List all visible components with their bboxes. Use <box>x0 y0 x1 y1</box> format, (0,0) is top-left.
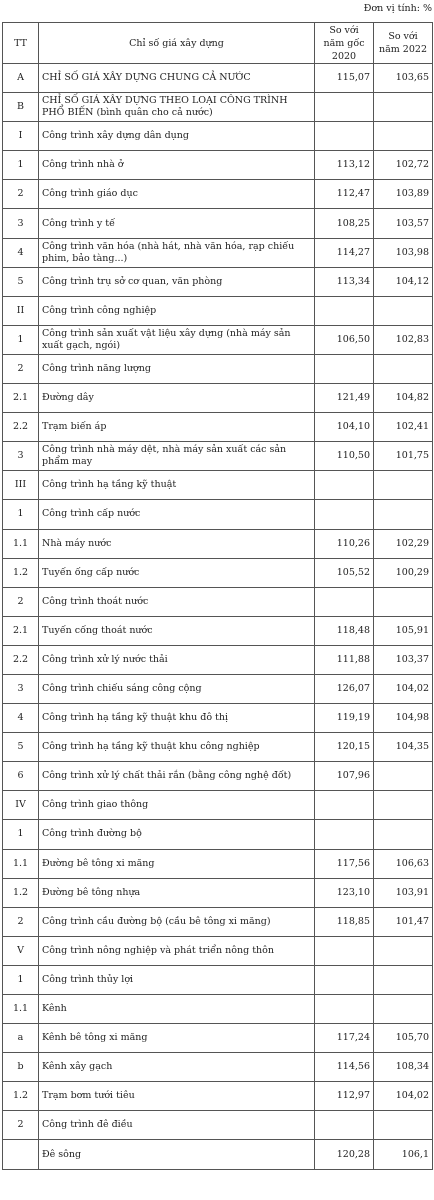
row-tt <box>3 1140 39 1169</box>
row-value-2020: 120,15 <box>315 733 374 762</box>
row-name: Đường bê tông xi măng <box>39 849 315 878</box>
row-name: Tuyến cống thoát nước <box>39 616 315 645</box>
row-tt: B <box>3 93 39 122</box>
row-tt: 2 <box>3 1111 39 1140</box>
row-name: Công trình trụ sở cơ quan, văn phòng <box>39 267 315 296</box>
row-tt: 4 <box>3 704 39 733</box>
row-name: Công trình xử lý nước thải <box>39 645 315 674</box>
row-value-2022 <box>374 965 433 994</box>
row-value-2022 <box>374 762 433 791</box>
row-name: Công trình công nghiệp <box>39 296 315 325</box>
row-name: Công trình hạ tầng kỹ thuật khu đô thị <box>39 704 315 733</box>
row-value-2020: 110,50 <box>315 442 374 471</box>
table-row <box>3 354 433 383</box>
row-tt: 6 <box>3 762 39 791</box>
row-tt: 5 <box>3 267 39 296</box>
row-tt: 1.1 <box>3 849 39 878</box>
row-value-2022: 104,02 <box>374 674 433 703</box>
row-name: Nhà máy nước <box>39 529 315 558</box>
row-name: Công trình đê điều <box>39 1111 315 1140</box>
row-name: Công trình hạ tầng kỹ thuật <box>39 471 315 500</box>
header-tt: TT <box>3 23 39 64</box>
row-value-2022: 103,98 <box>374 238 433 267</box>
table-row <box>3 529 433 558</box>
row-tt: 2 <box>3 587 39 616</box>
row-value-2022: 103,91 <box>374 878 433 907</box>
row-tt: b <box>3 1053 39 1082</box>
row-name: Công trình cấp nước <box>39 500 315 529</box>
row-value-2022: 102,29 <box>374 529 433 558</box>
table-row <box>3 704 433 733</box>
row-value-2022: 105,91 <box>374 616 433 645</box>
row-value-2022 <box>374 820 433 849</box>
row-value-2020: 107,96 <box>315 762 374 791</box>
row-value-2022: 100,29 <box>374 558 433 587</box>
row-name: Kênh xây gạch <box>39 1053 315 1082</box>
row-value-2020: 114,56 <box>315 1053 374 1082</box>
row-tt: 1 <box>3 965 39 994</box>
header-name: Chỉ số giá xây dựng <box>39 23 315 64</box>
row-value-2020: 113,34 <box>315 267 374 296</box>
row-value-2020: 123,10 <box>315 878 374 907</box>
row-name: CHỈ SỐ GIÁ XÂY DỰNG THEO LOẠI CÔNG TRÌNH PHỔ BIẾN (bình quân cho cả nước) <box>39 93 315 122</box>
row-tt: IV <box>3 791 39 820</box>
row-value-2022 <box>374 587 433 616</box>
price-index-table <box>2 22 433 1170</box>
row-value-2022: 104,98 <box>374 704 433 733</box>
row-tt: 2.2 <box>3 413 39 442</box>
row-value-2020: 114,27 <box>315 238 374 267</box>
row-name: Công trình đường bộ <box>39 820 315 849</box>
row-tt: 1 <box>3 151 39 180</box>
row-name: Công trình y tế <box>39 209 315 238</box>
row-value-2020: 112,97 <box>315 1082 374 1111</box>
row-name: Công trình nông nghiệp và phát triển nông thôn <box>39 936 315 965</box>
row-tt: 2 <box>3 354 39 383</box>
table-row <box>3 762 433 791</box>
row-tt: 4 <box>3 238 39 267</box>
row-value-2022: 104,02 <box>374 1082 433 1111</box>
table-row <box>3 616 433 645</box>
row-value-2022: 102,41 <box>374 413 433 442</box>
table-row <box>3 645 433 674</box>
row-value-2022 <box>374 791 433 820</box>
row-value-2022: 108,34 <box>374 1053 433 1082</box>
row-tt: 1.2 <box>3 558 39 587</box>
table-row <box>3 151 433 180</box>
table-row <box>3 936 433 965</box>
table-row <box>3 384 433 413</box>
table-row <box>3 791 433 820</box>
table-row <box>3 180 433 209</box>
row-value-2022 <box>374 995 433 1024</box>
row-name: Công trình hạ tầng kỹ thuật khu công nghiệp <box>39 733 315 762</box>
row-value-2020: 105,52 <box>315 558 374 587</box>
row-tt: 3 <box>3 674 39 703</box>
row-value-2022 <box>374 936 433 965</box>
row-value-2020 <box>315 587 374 616</box>
row-value-2020: 118,48 <box>315 616 374 645</box>
row-value-2020: 106,50 <box>315 325 374 354</box>
row-tt: a <box>3 1024 39 1053</box>
row-value-2020 <box>315 995 374 1024</box>
row-name: Đê sông <box>39 1140 315 1169</box>
row-value-2022: 101,47 <box>374 907 433 936</box>
table-row <box>3 674 433 703</box>
row-name: Công trình nhà máy dệt, nhà máy sản xuất các sản phẩm may <box>39 442 315 471</box>
row-tt: 2.1 <box>3 384 39 413</box>
row-value-2020: 108,25 <box>315 209 374 238</box>
row-name: Công trình giáo dục <box>39 180 315 209</box>
row-value-2020: 113,12 <box>315 151 374 180</box>
row-tt: 2 <box>3 907 39 936</box>
row-tt: V <box>3 936 39 965</box>
row-tt: III <box>3 471 39 500</box>
row-tt: 2 <box>3 180 39 209</box>
table-row <box>3 1140 433 1169</box>
row-value-2020 <box>315 122 374 151</box>
table-row <box>3 471 433 500</box>
table-row <box>3 296 433 325</box>
row-tt: 1 <box>3 820 39 849</box>
row-tt: 2.2 <box>3 645 39 674</box>
row-tt: 3 <box>3 442 39 471</box>
row-tt: 1.1 <box>3 529 39 558</box>
row-value-2020: 115,07 <box>315 64 374 93</box>
row-value-2022 <box>374 354 433 383</box>
table-row <box>3 820 433 849</box>
table-row <box>3 93 433 122</box>
row-tt: 2.1 <box>3 616 39 645</box>
table-row <box>3 267 433 296</box>
table-row <box>3 907 433 936</box>
table-row <box>3 413 433 442</box>
row-value-2020: 121,49 <box>315 384 374 413</box>
table-row <box>3 995 433 1024</box>
row-name: Công trình văn hóa (nhà hát, nhà văn hóa, rạp chiếu phim, bảo tàng...) <box>39 238 315 267</box>
row-value-2022: 102,72 <box>374 151 433 180</box>
row-value-2020: 117,56 <box>315 849 374 878</box>
table-row <box>3 849 433 878</box>
row-name: Đường bê tông nhựa <box>39 878 315 907</box>
table-row <box>3 442 433 471</box>
row-value-2022: 103,65 <box>374 64 433 93</box>
row-value-2022 <box>374 296 433 325</box>
row-tt: 1.1 <box>3 995 39 1024</box>
table-row <box>3 587 433 616</box>
row-name: Tuyến ống cấp nước <box>39 558 315 587</box>
row-name: Công trình sản xuất vật liệu xây dựng (nhà máy sản xuất gạch, ngói) <box>39 325 315 354</box>
row-tt: I <box>3 122 39 151</box>
row-name: Công trình chiếu sáng công cộng <box>39 674 315 703</box>
table-row <box>3 122 433 151</box>
row-value-2022: 104,12 <box>374 267 433 296</box>
row-name: Công trình nhà ở <box>39 151 315 180</box>
row-value-2020: 120,28 <box>315 1140 374 1169</box>
table-body <box>3 64 433 1170</box>
row-value-2022: 103,37 <box>374 645 433 674</box>
header-col-2022: So với năm 2022 <box>374 23 433 64</box>
row-value-2022 <box>374 122 433 151</box>
row-name: Kênh <box>39 995 315 1024</box>
row-value-2020 <box>315 354 374 383</box>
table-row <box>3 965 433 994</box>
table-row <box>3 209 433 238</box>
row-value-2020 <box>315 936 374 965</box>
unit-label: Đơn vị tính: % <box>363 3 432 14</box>
row-value-2020: 126,07 <box>315 674 374 703</box>
row-value-2020: 111,88 <box>315 645 374 674</box>
row-value-2020: 112,47 <box>315 180 374 209</box>
table-row <box>3 64 433 93</box>
row-tt: II <box>3 296 39 325</box>
row-name: Công trình năng lượng <box>39 354 315 383</box>
row-value-2020: 104,10 <box>315 413 374 442</box>
row-name: Công trình giao thông <box>39 791 315 820</box>
table-row <box>3 878 433 907</box>
row-value-2020: 118,85 <box>315 907 374 936</box>
row-name: Trạm biến áp <box>39 413 315 442</box>
row-name: Công trình thủy lợi <box>39 965 315 994</box>
table-row <box>3 1024 433 1053</box>
table-row <box>3 1053 433 1082</box>
row-value-2022: 105,70 <box>374 1024 433 1053</box>
row-tt: 1 <box>3 500 39 529</box>
row-name: Công trình cầu đường bộ (cầu bê tông xi măng) <box>39 907 315 936</box>
row-name: Công trình xây dựng dân dụng <box>39 122 315 151</box>
header-col-2020: So với năm gốc 2020 <box>315 23 374 64</box>
row-value-2022 <box>374 471 433 500</box>
row-value-2020: 110,26 <box>315 529 374 558</box>
header-row <box>3 23 433 64</box>
row-name: Đường dây <box>39 384 315 413</box>
row-value-2020 <box>315 93 374 122</box>
row-value-2022: 101,75 <box>374 442 433 471</box>
row-name: Kênh bê tông xi măng <box>39 1024 315 1053</box>
table-row <box>3 1111 433 1140</box>
row-tt: A <box>3 64 39 93</box>
row-value-2022 <box>374 1111 433 1140</box>
row-value-2020 <box>315 965 374 994</box>
row-value-2022: 106,1 <box>374 1140 433 1169</box>
row-value-2022: 102,83 <box>374 325 433 354</box>
row-value-2022: 104,35 <box>374 733 433 762</box>
row-tt: 1.2 <box>3 1082 39 1111</box>
row-value-2020: 119,19 <box>315 704 374 733</box>
table-row <box>3 500 433 529</box>
row-value-2022: 104,82 <box>374 384 433 413</box>
table-row <box>3 733 433 762</box>
row-value-2020 <box>315 471 374 500</box>
row-value-2022: 103,57 <box>374 209 433 238</box>
row-value-2020 <box>315 500 374 529</box>
table-row <box>3 558 433 587</box>
row-name: Trạm bơm tưới tiêu <box>39 1082 315 1111</box>
row-tt: 1 <box>3 325 39 354</box>
row-value-2020 <box>315 1111 374 1140</box>
row-value-2020 <box>315 791 374 820</box>
table-row <box>3 1082 433 1111</box>
row-tt: 1.2 <box>3 878 39 907</box>
row-name: CHỈ SỐ GIÁ XÂY DỰNG CHUNG CẢ NƯỚC <box>39 64 315 93</box>
row-tt: 5 <box>3 733 39 762</box>
table-row <box>3 325 433 354</box>
row-value-2022: 103,89 <box>374 180 433 209</box>
row-value-2022: 106,63 <box>374 849 433 878</box>
row-name: Công trình xử lý chất thải rắn (bằng công nghệ đốt) <box>39 762 315 791</box>
row-value-2020: 117,24 <box>315 1024 374 1053</box>
row-value-2020 <box>315 820 374 849</box>
table-row <box>3 238 433 267</box>
row-value-2022 <box>374 500 433 529</box>
row-value-2022 <box>374 93 433 122</box>
row-tt: 3 <box>3 209 39 238</box>
row-name: Công trình thoát nước <box>39 587 315 616</box>
row-value-2020 <box>315 296 374 325</box>
